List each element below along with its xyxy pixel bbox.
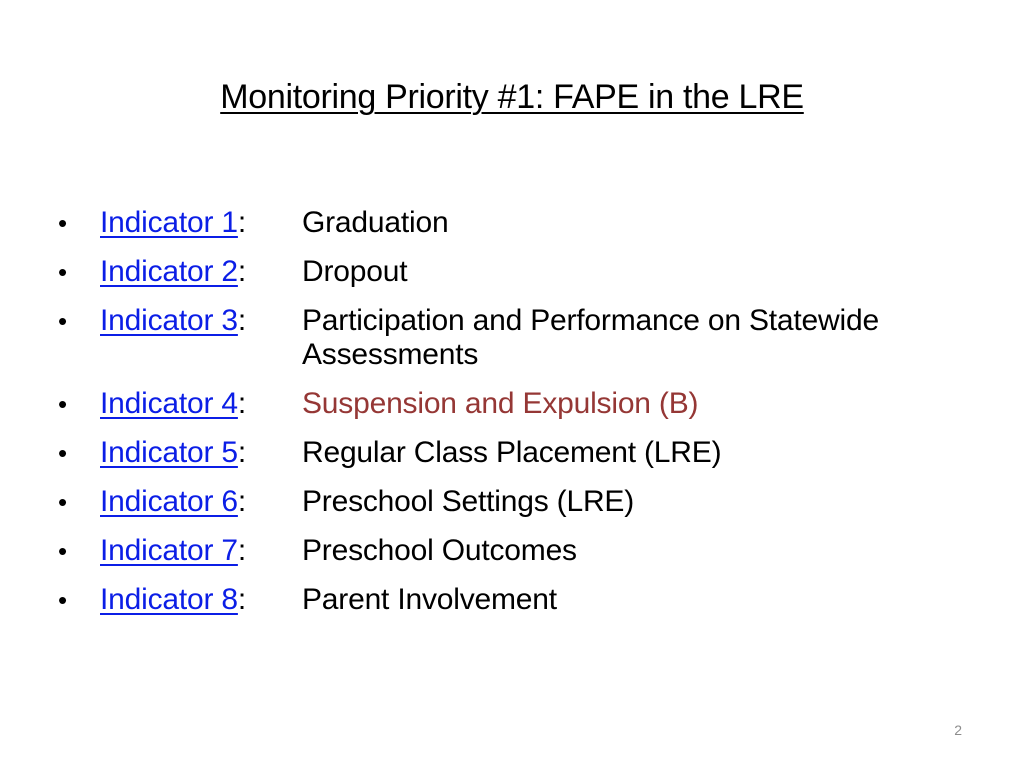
indicator-description: Preschool Outcomes xyxy=(302,534,577,567)
list-item xyxy=(58,387,958,421)
indicator-description: Graduation xyxy=(302,206,449,239)
indicator-description-highlighted: Suspension and Expulsion (B) xyxy=(302,387,699,420)
indicator-description: Preschool Settings (LRE) xyxy=(302,485,635,518)
bullet-icon: • xyxy=(58,306,67,336)
bullet-icon: • xyxy=(58,487,67,517)
indicator-description: Regular Class Placement (LRE) xyxy=(302,436,722,469)
bullet-icon: • xyxy=(58,585,67,615)
indicator-label xyxy=(100,534,302,568)
bullet-icon: • xyxy=(58,208,67,238)
bullet-icon: • xyxy=(58,438,67,468)
separator: : xyxy=(237,436,247,469)
indicator-7-link[interactable]: Indicator 7 xyxy=(100,534,238,567)
indicator-description: Dropout xyxy=(302,255,408,288)
indicator-label xyxy=(100,436,302,470)
list-item xyxy=(58,436,958,470)
indicator-label xyxy=(100,206,302,240)
list-item xyxy=(58,206,958,240)
list-item xyxy=(58,534,958,568)
slide-title: Monitoring Priority #1: FAPE in the LRE xyxy=(220,78,804,116)
indicator-description: Parent Involvement xyxy=(302,583,557,616)
list-item xyxy=(58,485,958,519)
indicator-5-link[interactable]: Indicator 5 xyxy=(100,436,238,469)
separator: : xyxy=(237,387,247,420)
indicator-label xyxy=(100,583,302,617)
separator: : xyxy=(237,485,247,518)
indicator-2-link[interactable]: Indicator 2 xyxy=(100,255,238,288)
indicator-label xyxy=(100,485,302,519)
bullet-icon: • xyxy=(58,389,67,419)
indicator-8-link[interactable]: Indicator 8 xyxy=(100,583,238,616)
separator: : xyxy=(237,534,247,567)
indicator-label xyxy=(100,304,302,338)
separator: : xyxy=(237,304,247,337)
indicator-4-link[interactable]: Indicator 4 xyxy=(100,387,238,420)
separator: : xyxy=(237,255,247,288)
indicator-6-link[interactable]: Indicator 6 xyxy=(100,485,238,518)
indicator-3-link[interactable]: Indicator 3 xyxy=(100,304,238,337)
separator: : xyxy=(237,206,247,239)
bullet-icon: • xyxy=(58,257,67,287)
list-item xyxy=(58,583,958,617)
page-number: 2 xyxy=(954,722,962,738)
list-item xyxy=(58,255,958,289)
indicator-1-link[interactable]: Indicator 1 xyxy=(100,206,238,239)
bullet-icon: • xyxy=(58,536,67,566)
indicator-label xyxy=(100,387,302,421)
indicator-label xyxy=(100,255,302,289)
indicator-list xyxy=(58,206,958,632)
separator: : xyxy=(237,583,247,616)
indicator-description: Participation and Performance on Statewide Assessments xyxy=(302,304,879,371)
list-item xyxy=(58,304,958,372)
